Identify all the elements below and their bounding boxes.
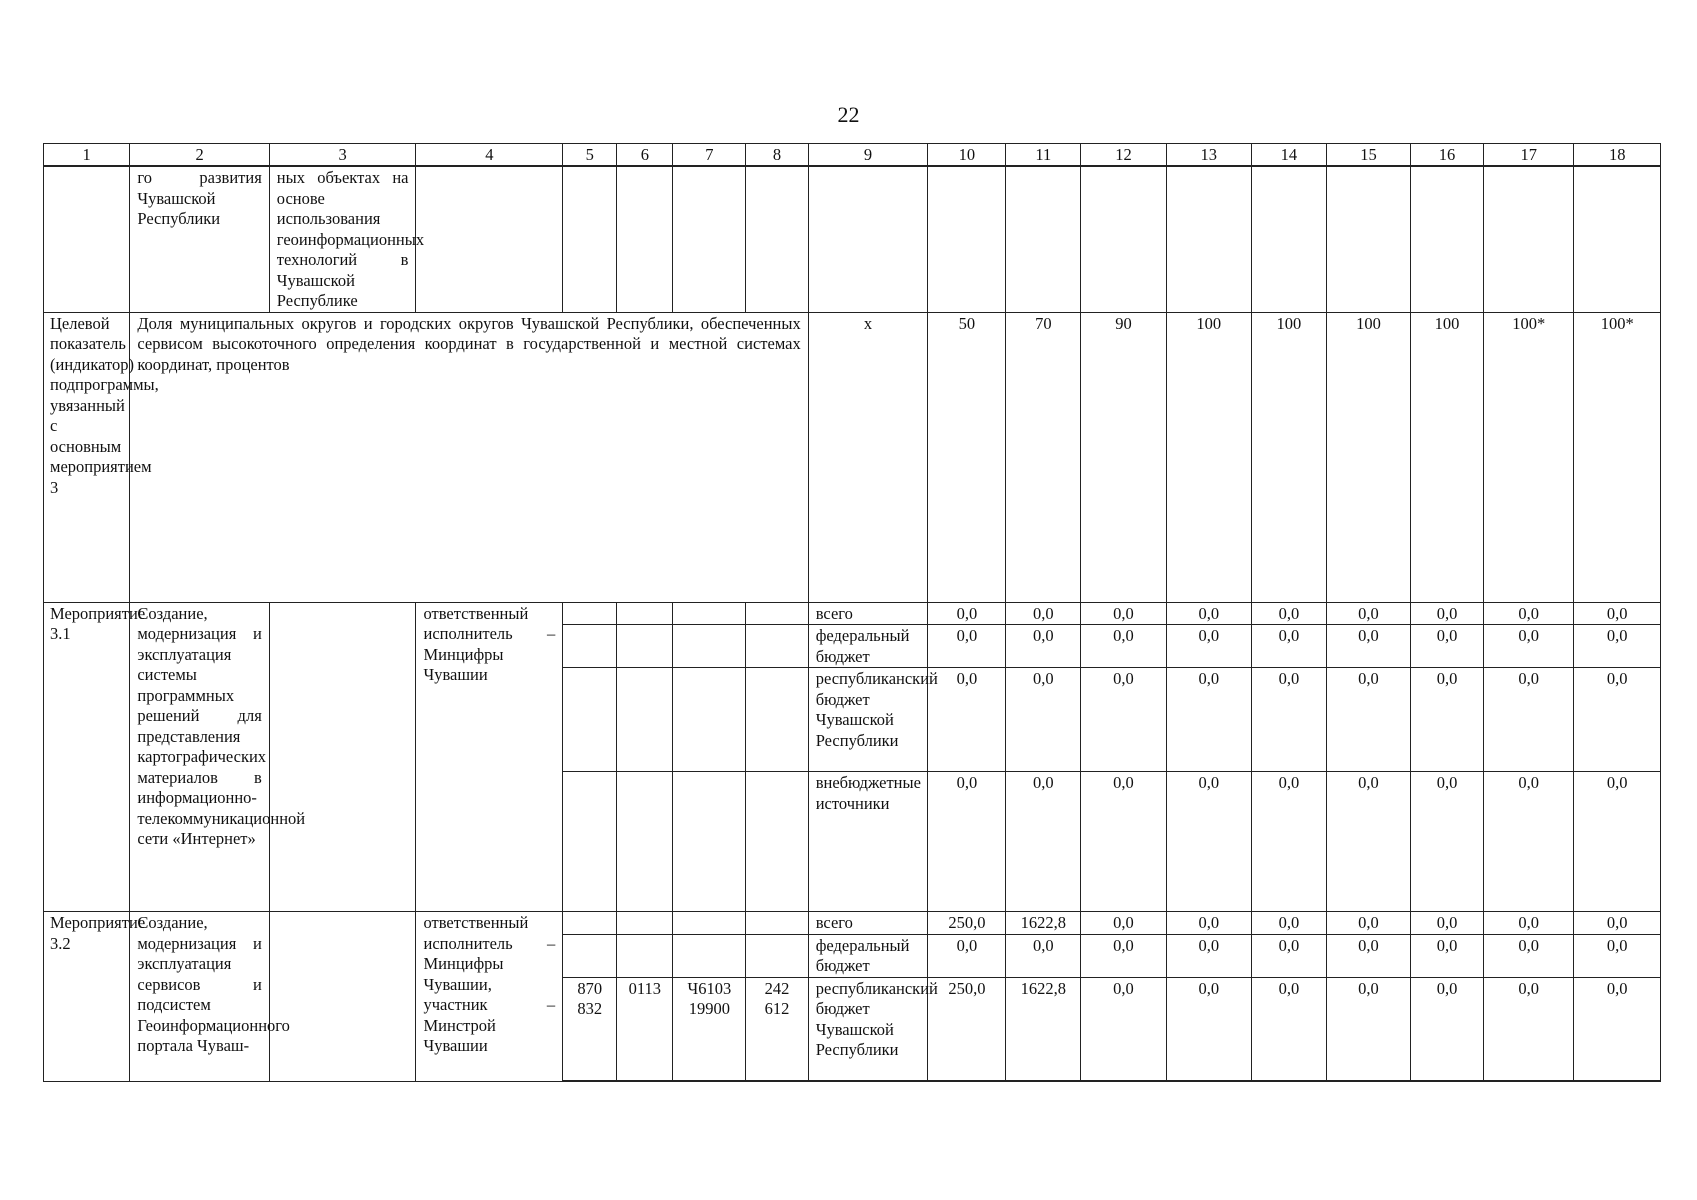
indicator-value: 100 bbox=[1411, 312, 1484, 602]
value-cell: 0,0 bbox=[1081, 977, 1166, 1081]
indicator-row bbox=[44, 312, 1661, 602]
column-number-row bbox=[44, 144, 1661, 167]
col-header: 16 bbox=[1411, 144, 1484, 167]
col-header: 14 bbox=[1251, 144, 1326, 167]
value-cell: 0,0 bbox=[1251, 772, 1326, 912]
value-cell: 0,0 bbox=[1166, 977, 1251, 1081]
col-header: 11 bbox=[1006, 144, 1081, 167]
value-cell: 0,0 bbox=[1166, 602, 1251, 625]
code-c7: Ч6103 19900 bbox=[673, 977, 746, 1081]
value-cell: 0,0 bbox=[1081, 772, 1166, 912]
value-cell: 0,0 bbox=[1574, 602, 1661, 625]
col-header: 17 bbox=[1483, 144, 1574, 167]
value-cell: 0,0 bbox=[1574, 977, 1661, 1081]
col-header: 6 bbox=[617, 144, 673, 167]
value-cell: 0,0 bbox=[1251, 912, 1326, 935]
value-cell: 0,0 bbox=[1251, 668, 1326, 772]
code-c5: 870 832 bbox=[563, 977, 617, 1081]
value-cell: 0,0 bbox=[1574, 934, 1661, 977]
value-cell: 0,0 bbox=[1006, 668, 1081, 772]
value-cell: 250,0 bbox=[928, 977, 1006, 1081]
program-table bbox=[43, 143, 1661, 1082]
value-cell: 0,0 bbox=[1483, 602, 1574, 625]
value-cell: 0,0 bbox=[928, 602, 1006, 625]
value-cell: 0,0 bbox=[1483, 977, 1574, 1081]
indicator-value: 100 bbox=[1326, 312, 1410, 602]
indicator-value: 50 bbox=[928, 312, 1006, 602]
program-title-cell: ных объектах на основе использования геоинформационных технологий в Чувашской Республике bbox=[269, 166, 416, 312]
source-label: федеральный бюджет bbox=[808, 934, 928, 977]
indicator-value: 100* bbox=[1483, 312, 1574, 602]
value-cell: 0,0 bbox=[1326, 668, 1410, 772]
col-header: 15 bbox=[1326, 144, 1410, 167]
value-cell: 0,0 bbox=[1574, 912, 1661, 935]
indicator-value: 100* bbox=[1574, 312, 1661, 602]
col-header: 3 bbox=[269, 144, 416, 167]
value-cell: 1622,8 bbox=[1006, 977, 1081, 1081]
col-header: 7 bbox=[673, 144, 746, 167]
value-cell: 0,0 bbox=[1326, 772, 1410, 912]
m32-name: Создание, модернизация и эксплуатация сервисов и подсистем Геоинформационного портала Чуваш- bbox=[130, 912, 269, 1082]
m31-name: Создание, модернизация и эксплуатация системы программных решений для представления картографических материалов в информационно-телекоммуникационной сети «Интернет» bbox=[130, 602, 269, 912]
col-header: 5 bbox=[563, 144, 617, 167]
value-cell: 0,0 bbox=[1166, 934, 1251, 977]
col-header: 13 bbox=[1166, 144, 1251, 167]
m32-row-total bbox=[44, 912, 1661, 935]
value-cell: 0,0 bbox=[928, 625, 1006, 668]
col-header: 9 bbox=[808, 144, 928, 167]
m31-row-total bbox=[44, 602, 1661, 625]
value-cell: 0,0 bbox=[1411, 668, 1484, 772]
source-label: внебюджетные источники bbox=[808, 772, 928, 912]
indicator-label: Целевой показатель (индикатор) подпрограммы, увязанный с основным мероприятием 3 bbox=[44, 312, 130, 602]
code-c8: 242 612 bbox=[746, 977, 808, 1081]
value-cell: 0,0 bbox=[1081, 668, 1166, 772]
value-cell: 0,0 bbox=[1081, 934, 1166, 977]
col-header: 4 bbox=[416, 144, 563, 167]
value-cell: 0,0 bbox=[1483, 772, 1574, 912]
col-header: 8 bbox=[746, 144, 808, 167]
value-cell: 0,0 bbox=[1411, 772, 1484, 912]
value-cell: 0,0 bbox=[1326, 934, 1410, 977]
value-cell: 0,0 bbox=[1326, 625, 1410, 668]
value-cell: 0,0 bbox=[1411, 934, 1484, 977]
indicator-value: 100 bbox=[1166, 312, 1251, 602]
code-c6: 0113 bbox=[617, 977, 673, 1081]
source-label: республиканский бюджет Чувашской Республики bbox=[808, 668, 928, 772]
value-cell: 0,0 bbox=[1326, 912, 1410, 935]
value-cell: 0,0 bbox=[1411, 977, 1484, 1081]
value-cell: 0,0 bbox=[1081, 602, 1166, 625]
value-cell: 0,0 bbox=[1411, 912, 1484, 935]
value-cell: 0,0 bbox=[1411, 625, 1484, 668]
value-cell: 0,0 bbox=[1251, 977, 1326, 1081]
value-cell: 0,0 bbox=[1574, 772, 1661, 912]
value-cell: 0,0 bbox=[1251, 934, 1326, 977]
value-cell: 0,0 bbox=[1006, 625, 1081, 668]
value-cell: 0,0 bbox=[1483, 934, 1574, 977]
value-cell: 0,0 bbox=[1483, 912, 1574, 935]
m31-label: Мероприятие 3.1 bbox=[44, 602, 130, 912]
col-header: 12 bbox=[1081, 144, 1166, 167]
source-label: республиканский бюджет Чувашской Республики bbox=[808, 977, 928, 1081]
col-header: 2 bbox=[130, 144, 269, 167]
source-label: всего bbox=[808, 912, 928, 935]
col-header: 10 bbox=[928, 144, 1006, 167]
m32-executor: ответственный исполнитель – Минцифры Чувашии, участник – Минстрой Чувашии bbox=[416, 912, 563, 1082]
value-cell: 0,0 bbox=[1006, 602, 1081, 625]
value-cell: 0,0 bbox=[1411, 602, 1484, 625]
value-cell: 0,0 bbox=[1483, 668, 1574, 772]
value-cell: 0,0 bbox=[1251, 625, 1326, 668]
value-cell: 0,0 bbox=[1483, 625, 1574, 668]
continuation-row bbox=[44, 166, 1661, 312]
indicator-value: 100 bbox=[1251, 312, 1326, 602]
value-cell: 0,0 bbox=[1574, 668, 1661, 772]
value-cell: 0,0 bbox=[1251, 602, 1326, 625]
value-cell: 0,0 bbox=[1574, 625, 1661, 668]
value-cell: 0,0 bbox=[1326, 977, 1410, 1081]
value-cell: 0,0 bbox=[1006, 934, 1081, 977]
value-cell: 0,0 bbox=[1166, 668, 1251, 772]
m31-executor: ответственный исполнитель – Минцифры Чувашии bbox=[416, 602, 563, 912]
value-cell: 250,0 bbox=[928, 912, 1006, 935]
value-cell: 0,0 bbox=[1081, 912, 1166, 935]
value-cell: 0,0 bbox=[1166, 625, 1251, 668]
value-cell: 0,0 bbox=[1166, 772, 1251, 912]
value-cell: 0,0 bbox=[1166, 912, 1251, 935]
col-header: 1 bbox=[44, 144, 130, 167]
indicator-value: 90 bbox=[1081, 312, 1166, 602]
value-cell: 0,0 bbox=[1081, 625, 1166, 668]
col-header: 18 bbox=[1574, 144, 1661, 167]
indicator-value: 70 bbox=[1006, 312, 1081, 602]
source-label: всего bbox=[808, 602, 928, 625]
program-name-cell: го развития Чувашской Республики bbox=[130, 166, 269, 312]
indicator-text: Доля муниципальных округов и городских округов Чувашской Республики, обеспеченных сервисом высокоточного определения координат в государственной и местной системах координат, процентов bbox=[130, 312, 808, 602]
value-cell: 1622,8 bbox=[1006, 912, 1081, 935]
value-cell: 0,0 bbox=[928, 668, 1006, 772]
value-cell: 0,0 bbox=[1326, 602, 1410, 625]
value-cell: 0,0 bbox=[928, 934, 1006, 977]
value-cell: 0,0 bbox=[1006, 772, 1081, 912]
m32-label: Мероприятие 3.2 bbox=[44, 912, 130, 1082]
value-cell: 0,0 bbox=[928, 772, 1006, 912]
source-label: федеральный бюджет bbox=[808, 625, 928, 668]
indicator-c9: x bbox=[808, 312, 928, 602]
page-number: 22 bbox=[837, 102, 860, 127]
